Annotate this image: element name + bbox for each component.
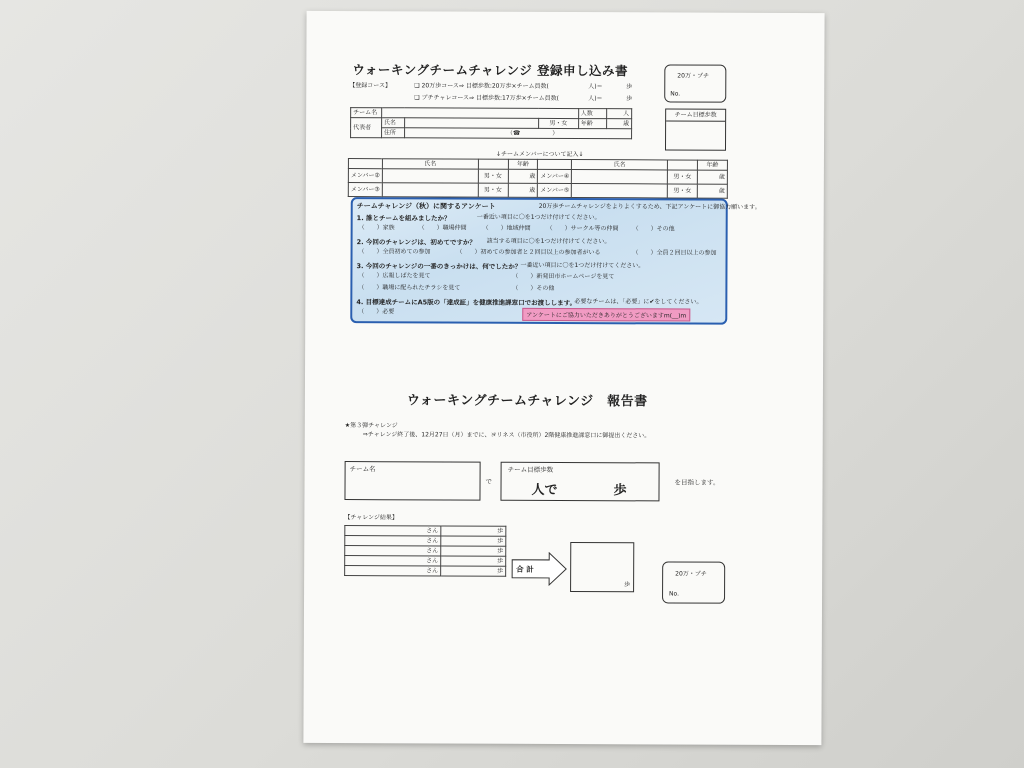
q3-opt-flyer[interactable]: （ ）職場に配られたチラシを見て — [358, 284, 461, 292]
rep-label: 代表者 — [351, 118, 382, 138]
team-table — [350, 107, 632, 139]
result-row2-san: さん — [426, 536, 439, 544]
report-note1: ★第３弾チャレンジ — [344, 422, 398, 430]
rep-age-field[interactable] — [607, 119, 632, 129]
member3-age[interactable] — [508, 183, 538, 197]
member3-label: メンバー③ — [348, 183, 382, 197]
total-label: 合 計 — [516, 564, 534, 574]
result-row2-steps[interactable] — [441, 536, 506, 546]
course2-tail: 人)＝ — [588, 95, 603, 103]
total-unit: 歩 — [624, 581, 631, 589]
q3-opt-koho[interactable]: （ ）広報しばたを見て — [358, 272, 431, 280]
col-age-right: 年齢 — [697, 160, 727, 170]
col-sex-left — [478, 159, 508, 169]
q2-title: 2. 今回のチャレンジは、初めてですか？ — [356, 238, 476, 247]
registration-title: ウォーキングチームチャレンジ 登録申し込み書 — [352, 62, 629, 79]
course1-tail: 人)＝ — [588, 83, 603, 91]
q2-opt-repeat[interactable]: （ ）全員２回目以上の参加 — [632, 249, 717, 257]
member5-sex[interactable]: 男・女 — [667, 184, 697, 198]
result-row5-san: さん — [426, 566, 439, 574]
members-table — [348, 158, 728, 199]
result-row4-ho: 歩 — [497, 557, 504, 565]
survey-title: チームチャレンジ（秋）に関するアンケート — [356, 202, 496, 211]
member4-label: メンバー④ — [538, 169, 572, 183]
q1-opt-local[interactable]: （ ）地域仲間 — [482, 224, 531, 232]
result-label: 【チャレンジ結果】 — [344, 514, 398, 522]
people-unit: 人 — [623, 109, 630, 117]
result-row3-san: さん — [426, 546, 439, 554]
q3-opt-other[interactable]: （ ）その他 — [512, 284, 555, 292]
report-de: で — [485, 477, 493, 486]
result-row5-name[interactable] — [345, 566, 441, 576]
corner-no: No. — [670, 90, 681, 98]
rep-age-unit: 歳 — [623, 119, 630, 127]
result-row4-san: さん — [426, 556, 439, 564]
course1-unit: 歩 — [626, 83, 633, 91]
course2-unit: 歩 — [626, 95, 633, 103]
report-corner-no: No. — [669, 590, 680, 598]
member4-age[interactable] — [697, 170, 727, 184]
member4-age-unit: 歳 — [718, 173, 725, 181]
member4-sex[interactable]: 男・女 — [667, 170, 697, 184]
rep-tel-close: ） — [552, 129, 559, 137]
result-row4-steps[interactable] — [441, 556, 506, 566]
report-note2: ⇒チャレンジ終了後、12月27日（月）までに、ヨリネス（市役所）2階健康推進課窓口に御提出ください。 — [362, 431, 651, 440]
member5-age[interactable] — [697, 184, 727, 198]
q1-note: 一番近い項目に〇を1つだけ付けてください。 — [476, 213, 601, 222]
member3-name[interactable] — [382, 183, 478, 197]
rep-address-field[interactable] — [404, 128, 631, 139]
member2-name[interactable] — [382, 169, 478, 183]
member4-name[interactable] — [572, 170, 668, 184]
q4-note: 必要なチームは、「必要」に✔をしてください。 — [574, 298, 703, 306]
team-name-label: チーム名 — [351, 108, 382, 118]
report-corner-label: 20万・プチ — [675, 570, 707, 578]
q1-opt-work[interactable]: （ ）職場仲間 — [418, 224, 467, 232]
member2-age[interactable] — [508, 169, 538, 183]
result-table — [344, 525, 506, 577]
col-name-left: 氏名 — [382, 159, 478, 169]
col-member-right — [538, 159, 572, 169]
q1-title: 1. 誰とチームを組みましたか？ — [356, 214, 451, 223]
col-sex-right — [667, 160, 697, 170]
people-label: 人数 — [578, 109, 607, 119]
team-goal-box[interactable] — [665, 108, 726, 150]
q2-opt-mixed[interactable]: （ ）初めての参加者と２回目以上の参加者がいる — [456, 248, 601, 257]
members-corner — [348, 159, 382, 169]
result-row5-ho: 歩 — [497, 567, 504, 575]
report-aim: を目指します。 — [674, 478, 720, 487]
result-row5-steps[interactable] — [441, 566, 506, 576]
q4-opt-need[interactable]: （ ）必要 — [358, 308, 395, 316]
rep-address-label: 住所 — [381, 128, 404, 138]
result-row3-name[interactable] — [345, 546, 441, 556]
member2-age-unit: 歳 — [529, 172, 536, 180]
q1-opt-other[interactable]: （ ）その他 — [632, 225, 675, 233]
result-row3-steps[interactable] — [441, 546, 506, 556]
q1-opt-circle[interactable]: （ ）サークル等の仲間 — [546, 224, 619, 233]
result-row3-ho: 歩 — [497, 547, 504, 555]
report-team-name-label: チーム名 — [349, 465, 376, 474]
rep-sex[interactable]: 男・女 — [538, 118, 578, 128]
survey-box — [350, 197, 761, 325]
people-field[interactable] — [607, 109, 632, 119]
corner-label: 20万・プチ — [677, 72, 709, 80]
q2-note: 該当する項目に〇を1つだけ付けてください。 — [486, 237, 611, 246]
rep-age-label: 年齢 — [578, 119, 607, 129]
result-row1-name[interactable] — [345, 526, 441, 536]
result-row4-name[interactable] — [345, 556, 441, 566]
report-goal-people: 人で — [531, 482, 558, 498]
report-title: ウォーキングチームチャレンジ 報告書 — [406, 393, 648, 410]
q1-opt-family[interactable]: （ ）家族 — [358, 224, 395, 232]
members-note: ↓チームメンバーについて記入↓ — [495, 150, 584, 159]
col-age-left: 年齢 — [508, 159, 538, 169]
survey-thanks: アンケートにご協力いただきありがとうございますm(__)m — [522, 308, 690, 322]
total-box[interactable] — [570, 542, 634, 592]
result-row1-san: さん — [426, 526, 439, 534]
member3-age-unit: 歳 — [529, 186, 536, 194]
report-corner-box — [662, 561, 725, 603]
col-name-right: 氏名 — [572, 160, 668, 170]
report-goal-label: チーム目標歩数 — [507, 465, 554, 474]
member3-sex[interactable]: 男・女 — [478, 183, 508, 197]
q3-title: 3. 今回のチャレンジの一番のきっかけは、何でしたか？ — [356, 262, 522, 271]
result-row1-ho: 歩 — [497, 527, 504, 535]
member5-name[interactable] — [572, 184, 668, 198]
team-goal-label: チーム目標歩数 — [666, 109, 725, 121]
q4-title: 4. 目標達成チームにA5版の「達成証」を健康推進課窓口でお渡しします。 — [356, 298, 577, 308]
member5-age-unit: 歳 — [718, 187, 725, 195]
member2-sex[interactable]: 男・女 — [478, 169, 508, 183]
course-label: 【登録コース】 — [349, 82, 391, 90]
corner-box — [664, 64, 726, 102]
result-row1-steps[interactable] — [441, 526, 506, 536]
rep-name-label: 氏名 — [381, 118, 404, 128]
rep-tel: （☎ — [506, 129, 521, 137]
member5-label: メンバー⑤ — [538, 183, 572, 197]
q2-opt-first[interactable]: （ ）全員初めての参加 — [358, 248, 431, 256]
course1-text: ❑ 20万歩コース⇒ 目標歩数:20万歩×チーム員数( — [414, 82, 549, 90]
report-goal-steps: 歩 — [613, 483, 627, 499]
rep-name-field[interactable] — [404, 118, 538, 129]
report-goal-box[interactable] — [500, 462, 659, 502]
report-team-name-box[interactable] — [344, 461, 480, 501]
q3-opt-homepage[interactable]: （ ）新発田市ホームページを見て — [512, 272, 615, 281]
result-row2-ho: 歩 — [497, 537, 504, 545]
course2-text: ❑ プチチャレコース⇒ 目標歩数:17万歩×チーム員数( — [414, 94, 560, 102]
member2-label: メンバー② — [348, 169, 382, 183]
q3-note: 一番近い項目に〇を1つだけ付けてください。 — [520, 261, 645, 270]
paper-sheet — [303, 11, 824, 745]
survey-intro: 20万歩チームチャレンジをよりよくするため、下記アンケートに御協力願います。 — [538, 202, 761, 211]
result-row2-name[interactable] — [345, 536, 441, 546]
